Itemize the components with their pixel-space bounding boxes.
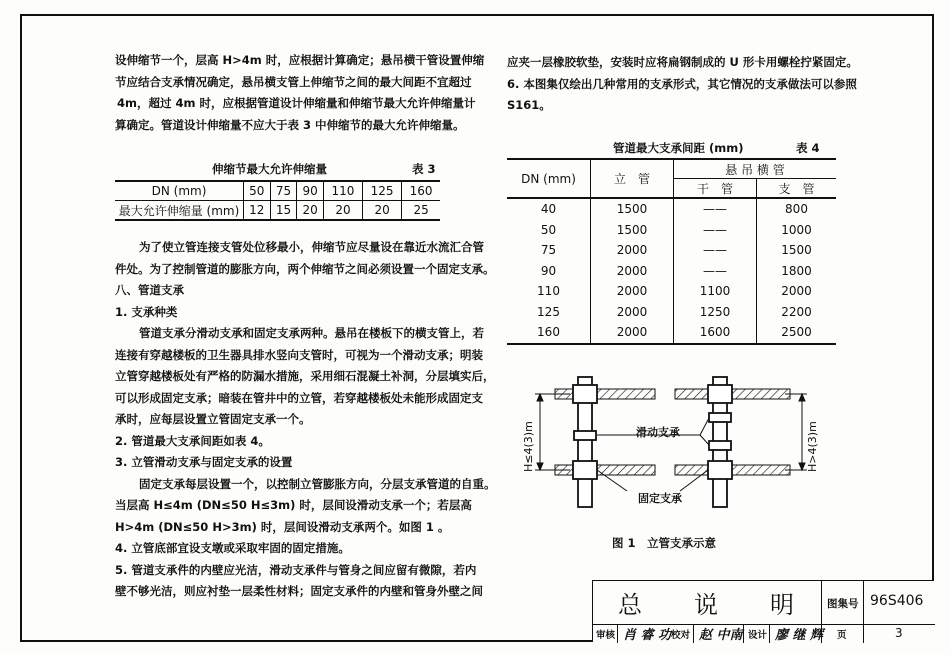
table4-cell: —— xyxy=(674,261,757,282)
table4-cell: 1600 xyxy=(674,322,757,344)
review-label: 审核 xyxy=(596,630,616,641)
check-signature: 赵 中南 xyxy=(699,628,743,643)
table4-cell: 1500 xyxy=(591,220,674,241)
table4-cell: 50 xyxy=(507,220,591,241)
table3-number: 表 3 xyxy=(412,162,436,176)
table4-cell: 1000 xyxy=(757,220,837,241)
table3-header: 最大允许伸缩量 (mm) xyxy=(115,201,244,221)
left-body-text xyxy=(115,237,496,603)
label-sliding-support: 滑动支承 xyxy=(636,426,680,439)
table4-cell: 1500 xyxy=(591,198,674,220)
title-char: 说 xyxy=(694,591,720,619)
table4-cell: —— xyxy=(674,240,757,261)
table3-cell: 20 xyxy=(363,201,402,221)
text-line: 承时，应每层设置立管固定支承一个。 xyxy=(115,412,311,426)
text-line: 4m，超过 4m 时，应根据管道设计伸缩量和伸缩节最大允许伸缩量计 xyxy=(117,96,476,110)
table4-cell: 2500 xyxy=(757,322,837,344)
review-signature: 肖 睿 功 xyxy=(623,628,672,643)
text-line: 设伸缩节一个，层高 H>4m 时，应根据计算确定；悬吊横干管设置伸缩 xyxy=(115,53,485,67)
text-line: 壁不够光洁，则应衬垫一层柔性材料；固定支承件的内壁和管身外壁之间 xyxy=(115,584,483,598)
table4-header-dn: DN (mm) xyxy=(507,159,591,198)
text-line: 6. 本图集仅绘出几种常用的支承形式，其它情况的支承做法可以参照 xyxy=(507,76,857,91)
table4-row xyxy=(507,198,836,220)
table4-cell: 75 xyxy=(507,240,591,261)
table4-cell: 2000 xyxy=(591,322,674,344)
figure-caption: 图 1 立管支承示意 xyxy=(612,536,717,550)
table3-cell: 20 xyxy=(323,201,362,221)
table3-cell: 90 xyxy=(297,181,324,201)
section-heading: 八、管道支承 xyxy=(115,283,184,297)
table3-cell: 160 xyxy=(402,181,440,201)
text-line: 当层高 H≤4m (DN≤50 H≤3m) 时，层间设滑动支承一个；若层高 xyxy=(115,498,472,512)
table4-cell: 1800 xyxy=(757,261,837,282)
table4-cell: 1100 xyxy=(674,281,757,302)
atlas-label: 图集号 xyxy=(827,598,859,610)
table4-row xyxy=(507,220,836,241)
text-line: 件处。为了控制管道的膨胀方向，两个伸缩节之间必须设置一个固定支承。 xyxy=(115,261,495,276)
text-line: 为了使立管连接支管处位移最小，伸缩节应尽量设在靠近水流汇合管 xyxy=(139,240,484,254)
table3-cell: 110 xyxy=(323,181,362,201)
text-line: 算确定。管道设计伸缩量不应大于表 3 中伸缩节的最大允许伸缩量。 xyxy=(115,117,465,132)
table4-row xyxy=(507,281,836,302)
vertical-pipe-left xyxy=(573,377,597,507)
table4-cell: 2000 xyxy=(757,281,837,302)
subsection-heading: 1. 支承种类 xyxy=(115,304,178,319)
table3-cell: 12 xyxy=(244,201,271,221)
table4-cell: 1250 xyxy=(674,302,757,323)
table3 xyxy=(115,180,440,221)
table4-header-vertical: 立 管 xyxy=(591,159,674,198)
right-top-text xyxy=(507,52,858,117)
dimension-right xyxy=(785,394,807,470)
table4-caption: 管道最大支承间距 (mm) xyxy=(613,141,744,155)
table4-cell: —— xyxy=(674,198,757,220)
table4-cell: 1500 xyxy=(757,240,837,261)
table4-cell: 2000 xyxy=(591,281,674,302)
table4-row xyxy=(507,302,836,323)
vertical-pipe-right xyxy=(708,377,732,507)
dim-right-label: H>4(3)m xyxy=(806,421,819,472)
table4-cell: 125 xyxy=(507,302,591,323)
title-char: 总 xyxy=(618,591,644,619)
table4-row xyxy=(507,261,836,282)
title-char: 明 xyxy=(770,591,796,619)
text-line: 应夹一层橡胶软垫，安装时应将扁钢制成的 U 形卡用螺栓拧紧固定。 xyxy=(507,55,858,69)
table4-cell: 2000 xyxy=(591,302,674,323)
table4-cell: 110 xyxy=(507,281,591,302)
table3-cell: 25 xyxy=(402,201,440,221)
check-label: 校对 xyxy=(671,630,691,641)
table3-cell: 15 xyxy=(270,201,297,221)
text-line: 连接有穿越楼板的卫生器具排水竖向支管时，可视为一个滑动支承；明装 xyxy=(115,347,483,362)
table3-cell: 75 xyxy=(270,181,297,201)
dim-left-label: H≤4(3)m xyxy=(522,421,535,472)
subsection-heading: 3. 立管滑动支承与固定支承的设置 xyxy=(115,455,293,469)
signature-row xyxy=(593,624,935,643)
text-line: 可以形成固定支承；暗装在管井中的立管，若穿越楼板处未能形成固定支 xyxy=(115,390,483,405)
table4-row xyxy=(507,322,836,344)
table4-header-branch: 支 管 xyxy=(757,179,837,199)
design-label: 设计 xyxy=(748,630,768,641)
drawing-title xyxy=(593,581,822,624)
table4-cell: 90 xyxy=(507,261,591,282)
table4-cell: 800 xyxy=(757,198,837,220)
page-number: 3 xyxy=(895,626,903,640)
text-line: 节应结合支承情况确定，悬吊横支管上伸缩节之间的最大间距不宜超过 xyxy=(115,74,472,89)
table4-row xyxy=(507,240,836,261)
text-line: 5. 管道支承件的内壁应光洁，滑动支承件与管身之间应留有微隙，若内 xyxy=(115,562,477,577)
table4-cell: 2000 xyxy=(591,261,674,282)
table4-cell: 160 xyxy=(507,322,591,344)
text-line: 管道支承分滑动支承和固定支承两种。悬吊在楼板下的横支管上，若 xyxy=(139,326,484,340)
label-fixed-support: 固定支承 xyxy=(638,492,682,505)
text-line: 立管穿越楼板处有严格的防漏水措施，采用细石混凝土补洞，分层填实后， xyxy=(115,369,495,383)
subsection-heading: 2. 管道最大支承间距如表 4。 xyxy=(115,433,270,448)
subsection-heading: 4. 立管底部宜设支墩或采取牢固的固定措施。 xyxy=(115,541,350,555)
table3-cell: 50 xyxy=(244,181,271,201)
design-signature: 廖 继 辉 xyxy=(775,628,824,643)
table4-number: 表 4 xyxy=(796,141,820,155)
table3-cell: 125 xyxy=(363,181,402,201)
table3-caption: 伸缩节最大允许伸缩量 xyxy=(212,162,327,176)
left-top-text xyxy=(115,50,484,136)
table4-cell: 2200 xyxy=(757,302,837,323)
text-line: S161。 xyxy=(507,98,551,112)
table4-header-main: 干 管 xyxy=(674,179,757,199)
atlas-number: 96S406 xyxy=(870,593,924,609)
table4-header-hanging: 悬 吊 横 管 xyxy=(674,159,837,179)
dimension-left xyxy=(535,394,570,470)
table3-cell: 20 xyxy=(297,201,324,221)
table4-cell: —— xyxy=(674,220,757,241)
table4 xyxy=(507,158,836,345)
text-line: 固定支承每层设置一个，以控制立管膨胀方向，分层支承管道的自重。 xyxy=(139,476,496,491)
text-line: H>4m (DN≤50 H>3m) 时，层间设滑动支承两个。如图 1 。 xyxy=(115,519,450,534)
table4-cell: 40 xyxy=(507,198,591,220)
page-label: 页 xyxy=(837,630,847,641)
title-block xyxy=(592,580,934,642)
table3-header: DN (mm) xyxy=(115,181,244,201)
table4-cell: 2000 xyxy=(591,240,674,261)
